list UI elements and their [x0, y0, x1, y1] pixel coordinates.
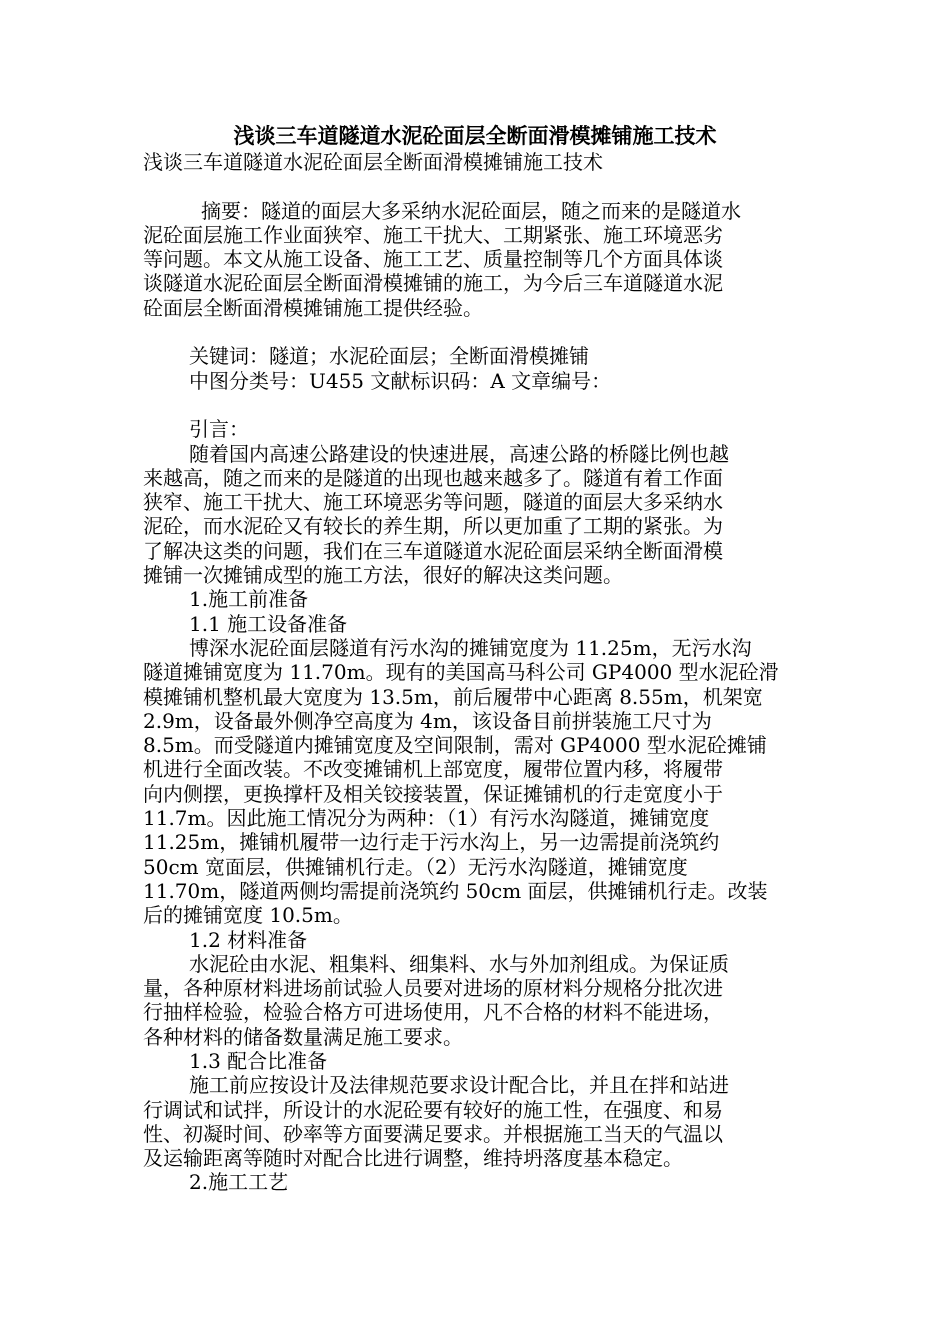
subsection-heading: 1.2 材料准备 — [189, 927, 308, 952]
intro-paragraph — [143, 442, 808, 588]
intro-line: 狭窄、施工干扰大、施工环境恶劣等问题，隧道的面层大多采纳水 — [143, 490, 723, 515]
materials-paragraph — [143, 952, 808, 1049]
paragraph-line: 博深水泥砼面层隧道有污水沟的摊铺宽度为 11.25m，无污水沟 — [189, 635, 752, 660]
paragraph-line: 隧道摊铺宽度为 11.70m。现有的美国高马科公司 GP4000 型水泥砼滑 — [143, 660, 779, 685]
abstract-line: 摘要：隧道的面层大多采纳水泥砼面层，随之而来的是隧道水 — [201, 198, 741, 223]
paragraph-line: 2.9m，设备最外侧净空高度为 4m，该设备目前拼装施工尺寸为 — [143, 708, 712, 733]
paragraph-line: 11.70m，隧道两侧均需提前浇筑约 50cm 面层，供摊铺机行走。改装 — [143, 878, 768, 903]
abstract-line: 泥砼面层施工作业面狭窄、施工干扰大、工期紧张、施工环境恶劣 — [143, 222, 723, 247]
intro-line: 了解决这类的问题，我们在三车道隧道水泥砼面层采纳全断面滑模 — [143, 538, 723, 563]
paragraph-line: 模摊铺机整机最大宽度为 13.5m，前后履带中心距离 8.55m，机架宽 — [143, 684, 763, 709]
paragraph-line: 机进行全面改装。不改变摊铺机上部宽度，履带位置内移，将履带 — [143, 757, 723, 782]
intro-line: 摊铺一次摊铺成型的施工方法，很好的解决这类问题。 — [143, 563, 623, 588]
paragraph-line: 50cm 宽面层，供摊铺机行走。（2）无污水沟隧道，摊铺宽度 — [143, 854, 688, 879]
paragraph-line: 行抽样检验，检验合格方可进场使用，凡不合格的材料不能进场， — [143, 1000, 723, 1025]
abstract-line: 谈隧道水泥砼面层全断面滑模摊铺的施工，为今后三车道隧道水泥 — [143, 271, 723, 296]
paragraph-line: 后的摊铺宽度 10.5m。 — [143, 903, 353, 928]
paragraph-line: 量，各种原材料进场前试验人员要对进场的原材料分规格分批次进 — [143, 976, 723, 1001]
document-body — [143, 150, 808, 1195]
intro-line: 泥砼，而水泥砼又有较长的养生期，所以更加重了工期的紧张。为 — [143, 514, 723, 539]
blank-line — [143, 174, 808, 198]
section-heading: 2.施工工艺 — [189, 1170, 289, 1195]
blank-line — [143, 320, 808, 344]
paragraph-line: 行调试和试拌，所设计的水泥砼要有较好的施工性，在强度、和易 — [143, 1097, 723, 1122]
document-subtitle: 浅谈三车道隧道水泥砼面层全断面滑模摊铺施工技术 — [143, 150, 603, 174]
paragraph-line: 水泥砼由水泥、粗集料、细集料、水与外加剂组成。为保证质 — [189, 951, 729, 976]
intro-heading: 引言： — [189, 417, 249, 442]
subsection-heading: 1.3 配合比准备 — [189, 1048, 328, 1073]
intro-line: 随着国内高速公路建设的快速进展，高速公路的桥隧比例也越 — [189, 441, 729, 466]
classification: 中图分类号：U455 文献标识码：A 文章编号： — [189, 368, 612, 393]
keywords: 关键词：隧道；水泥砼面层；全断面滑模摊铺 — [189, 344, 589, 369]
paragraph-line: 及运输距离等随时对配合比进行调整，维持坍落度基本稳定。 — [143, 1146, 683, 1171]
paragraph-line: 11.25m，摊铺机履带一边行走于污水沟上，另一边需提前浇筑约 — [143, 830, 720, 855]
section-heading: 1.施工前准备 — [189, 587, 309, 612]
intro-line: 来越高，随之而来的是隧道的出现也越来越多了。隧道有着工作面 — [143, 465, 723, 490]
paragraph-line: 性、初凝时间、砂率等方面要满足要求。并根据施工当天的气温以 — [143, 1121, 723, 1146]
blank-line — [143, 393, 808, 417]
equipment-paragraph — [143, 636, 808, 928]
document-title: 浅谈三车道隧道水泥砼面层全断面滑模摊铺施工技术 — [233, 124, 717, 148]
paragraph-line: 11.7m。因此施工情况分为两种：（1）有污水沟隧道，摊铺宽度 — [143, 806, 710, 831]
abstract — [143, 199, 808, 320]
abstract-line: 等问题。本文从施工设备、施工工艺、质量控制等几个方面具体谈 — [143, 247, 723, 272]
paragraph-line: 8.5m。而受隧道内摊铺宽度及空间限制，需对 GP4000 型水泥砼摊铺 — [143, 733, 767, 758]
subsection-heading: 1.1 施工设备准备 — [189, 611, 348, 636]
abstract-line: 砼面层全断面滑模摊铺施工提供经验。 — [143, 295, 483, 320]
paragraph-line: 向内侧摆，更换撑杆及相关铰接装置，保证摊铺机的行走宽度小于 — [143, 781, 723, 806]
paragraph-line: 施工前应按设计及法律规范要求设计配合比，并且在拌和站进 — [189, 1073, 729, 1098]
paragraph-line: 各种材料的储备数量满足施工要求。 — [143, 1024, 463, 1049]
mix-design-paragraph — [143, 1073, 808, 1170]
